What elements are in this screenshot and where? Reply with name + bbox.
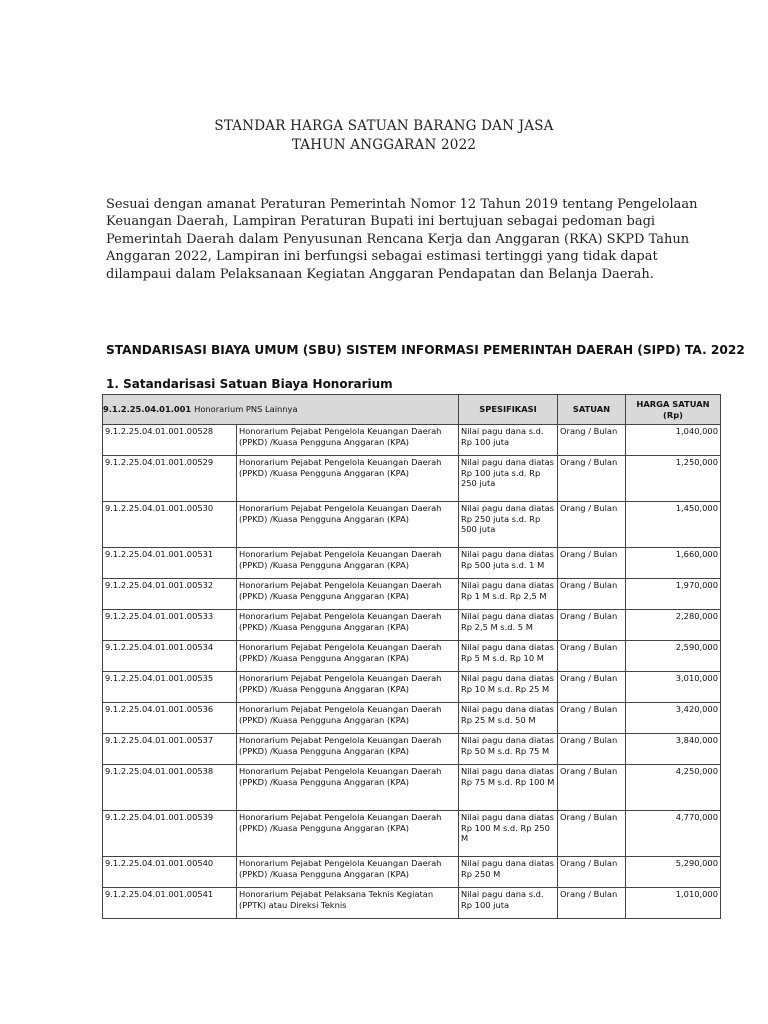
row-unit: Orang / Bulan [558, 734, 626, 765]
header-price: HARGA SATUAN (Rp) [626, 395, 721, 425]
row-unit: Orang / Bulan [558, 703, 626, 734]
header-spec: SPESIFIKASI [459, 395, 558, 425]
table-body [103, 425, 721, 919]
row-price: 4,770,000 [626, 811, 721, 857]
row-unit: Orang / Bulan [558, 456, 626, 502]
document-title: STANDAR HARGA SATUAN BARANG DAN JASA [214, 118, 554, 134]
row-description: Honorarium Pejabat Pengelola Keuangan Daerah (PPKD) /Kuasa Pengguna Anggaran (KPA) [237, 703, 459, 734]
row-price: 4,250,000 [626, 765, 721, 811]
intro-paragraph: Sesuai dengan amanat Peraturan Pemerintah Nomor 12 Tahun 2019 tentang Pengelolaan Keuangan Daerah, Lampiran Peraturan Bupati ini bertujuan sebagai pedoman bagi Pemerintah Daerah dalam Penyusunan Rencana Kerja dan Anggaran (RKA) SKPD Tahun Anggaran 2022, Lampiran ini berfungsi sebagai estimasi tertinggi yang tidak dapat dilampaui dalam Pelaksanaan Kegiatan Anggaran Pendapatan dan Belanja Daerah. [106, 197, 698, 282]
row-description: Honorarium Pejabat Pengelola Keuangan Daerah (PPKD) /Kuasa Pengguna Anggaran (KPA) [237, 857, 459, 888]
table-header-row [103, 395, 721, 425]
row-price: 2,280,000 [626, 610, 721, 641]
subsection-heading: 1. Satandarisasi Satuan Biaya Honorarium [106, 377, 393, 391]
table-row [103, 888, 721, 919]
row-code: 9.1.2.25.04.01.001.00531 [103, 548, 237, 579]
row-code: 9.1.2.25.04.01.001.00538 [103, 765, 237, 811]
row-specification: Nilai pagu dana diatas Rp 500 juta s.d. 1 M [459, 548, 558, 579]
table-row [103, 811, 721, 857]
header-item: Honorarium PNS Lainnya [194, 404, 298, 415]
row-unit: Orang / Bulan [558, 579, 626, 610]
section-heading: STANDARISASI BIAYA UMUM (SBU) SISTEM INFORMASI PEMERINTAH DAERAH (SIPD) TA. 2022 [106, 343, 745, 357]
row-specification: Nilai pagu dana diatas Rp 250 juta s.d. Rp 500 juta [459, 502, 558, 548]
row-specification: Nilai pagu dana diatas Rp 25 M s.d. 50 M [459, 703, 558, 734]
row-description: Honorarium Pejabat Pengelola Keuangan Daerah (PPKD) /Kuasa Pengguna Anggaran (KPA) [237, 641, 459, 672]
row-description: Honorarium Pejabat Pengelola Keuangan Daerah (PPKD) /Kuasa Pengguna Anggaran (KPA) [237, 610, 459, 641]
row-unit: Orang / Bulan [558, 641, 626, 672]
row-price: 1,250,000 [626, 456, 721, 502]
row-code: 9.1.2.25.04.01.001.00533 [103, 610, 237, 641]
row-unit: Orang / Bulan [558, 610, 626, 641]
document-subtitle: TAHUN ANGGARAN 2022 [291, 137, 477, 153]
row-specification: Nilai pagu dana diatas Rp 100 juta s.d. Rp 250 juta [459, 456, 558, 502]
row-price: 1,040,000 [626, 425, 721, 456]
row-price: 2,590,000 [626, 641, 721, 672]
row-code: 9.1.2.25.04.01.001.00537 [103, 734, 237, 765]
row-unit: Orang / Bulan [558, 672, 626, 703]
row-price: 5,290,000 [626, 857, 721, 888]
row-description: Honorarium Pejabat Pengelola Keuangan Daerah (PPKD) /Kuasa Pengguna Anggaran (KPA) [237, 734, 459, 765]
row-unit: Orang / Bulan [558, 857, 626, 888]
row-code: 9.1.2.25.04.01.001.00534 [103, 641, 237, 672]
row-code: 9.1.2.25.04.01.001.00530 [103, 502, 237, 548]
row-price: 3,010,000 [626, 672, 721, 703]
row-specification: Nilai pagu dana diatas Rp 5 M s.d. Rp 10 M [459, 641, 558, 672]
row-specification: Nilai pagu dana diatas Rp 10 M s.d. Rp 25 M [459, 672, 558, 703]
table-row [103, 857, 721, 888]
row-price: 1,660,000 [626, 548, 721, 579]
row-description: Honorarium Pejabat Pengelola Keuangan Daerah (PPKD) /Kuasa Pengguna Anggaran (KPA) [237, 765, 459, 811]
row-specification: Nilai pagu dana diatas Rp 100 M s.d. Rp 250 M [459, 811, 558, 857]
row-price: 1,970,000 [626, 579, 721, 610]
row-description: Honorarium Pejabat Pengelola Keuangan Daerah (PPKD) /Kuasa Pengguna Anggaran (KPA) [237, 579, 459, 610]
row-unit: Orang / Bulan [558, 811, 626, 857]
row-code: 9.1.2.25.04.01.001.00529 [103, 456, 237, 502]
table-row [103, 672, 721, 703]
row-specification: Nilai pagu dana diatas Rp 50 M s.d. Rp 75 M [459, 734, 558, 765]
table-row [103, 641, 721, 672]
row-specification: Nilai pagu dana diatas Rp 2,5 M s.d. 5 M [459, 610, 558, 641]
table-row [103, 425, 721, 456]
row-unit: Orang / Bulan [558, 502, 626, 548]
row-code: 9.1.2.25.04.01.001.00540 [103, 857, 237, 888]
row-specification: Nilai pagu dana s.d. Rp 100 juta [459, 888, 558, 919]
table-row [103, 703, 721, 734]
row-description: Honorarium Pejabat Pengelola Keuangan Daerah (PPKD) /Kuasa Pengguna Anggaran (KPA) [237, 811, 459, 857]
row-specification: Nilai pagu dana s.d. Rp 100 juta [459, 425, 558, 456]
row-code: 9.1.2.25.04.01.001.00528 [103, 425, 237, 456]
honorarium-table [102, 394, 721, 919]
row-code: 9.1.2.25.04.01.001.00532 [103, 579, 237, 610]
row-code: 9.1.2.25.04.01.001.00535 [103, 672, 237, 703]
row-description: Honorarium Pejabat Pelaksana Teknis Kegiatan (PPTK) atau Direksi Teknis [237, 888, 459, 919]
row-code: 9.1.2.25.04.01.001.00541 [103, 888, 237, 919]
header-code: 9.1.2.25.04.01.001 [103, 404, 192, 415]
table-row [103, 734, 721, 765]
table-row [103, 610, 721, 641]
table-row [103, 548, 721, 579]
row-code: 9.1.2.25.04.01.001.00536 [103, 703, 237, 734]
table-row [103, 579, 721, 610]
row-price: 1,010,000 [626, 888, 721, 919]
header-unit: SATUAN [558, 395, 626, 425]
table-row [103, 456, 721, 502]
row-unit: Orang / Bulan [558, 765, 626, 811]
row-description: Honorarium Pejabat Pengelola Keuangan Daerah (PPKD) /Kuasa Pengguna Anggaran (KPA) [237, 456, 459, 502]
row-description: Honorarium Pejabat Pengelola Keuangan Daerah (PPKD) /Kuasa Pengguna Anggaran (KPA) [237, 502, 459, 548]
row-unit: Orang / Bulan [558, 888, 626, 919]
row-description: Honorarium Pejabat Pengelola Keuangan Daerah (PPKD) /Kuasa Pengguna Anggaran (KPA) [237, 548, 459, 579]
table-row [103, 765, 721, 811]
row-description: Honorarium Pejabat Pengelola Keuangan Daerah (PPKD) /Kuasa Pengguna Anggaran (KPA) [237, 425, 459, 456]
row-price: 3,840,000 [626, 734, 721, 765]
table-row [103, 502, 721, 548]
row-price: 3,420,000 [626, 703, 721, 734]
row-unit: Orang / Bulan [558, 425, 626, 456]
table-header-group [103, 395, 459, 425]
row-price: 1,450,000 [626, 502, 721, 548]
row-specification: Nilai pagu dana diatas Rp 250 M [459, 857, 558, 888]
row-specification: Nilai pagu dana diatas Rp 75 M s.d. Rp 100 M [459, 765, 558, 811]
row-specification: Nilai pagu dana diatas Rp 1 M s.d. Rp 2,5 M [459, 579, 558, 610]
row-code: 9.1.2.25.04.01.001.00539 [103, 811, 237, 857]
row-unit: Orang / Bulan [558, 548, 626, 579]
row-description: Honorarium Pejabat Pengelola Keuangan Daerah (PPKD) /Kuasa Pengguna Anggaran (KPA) [237, 672, 459, 703]
